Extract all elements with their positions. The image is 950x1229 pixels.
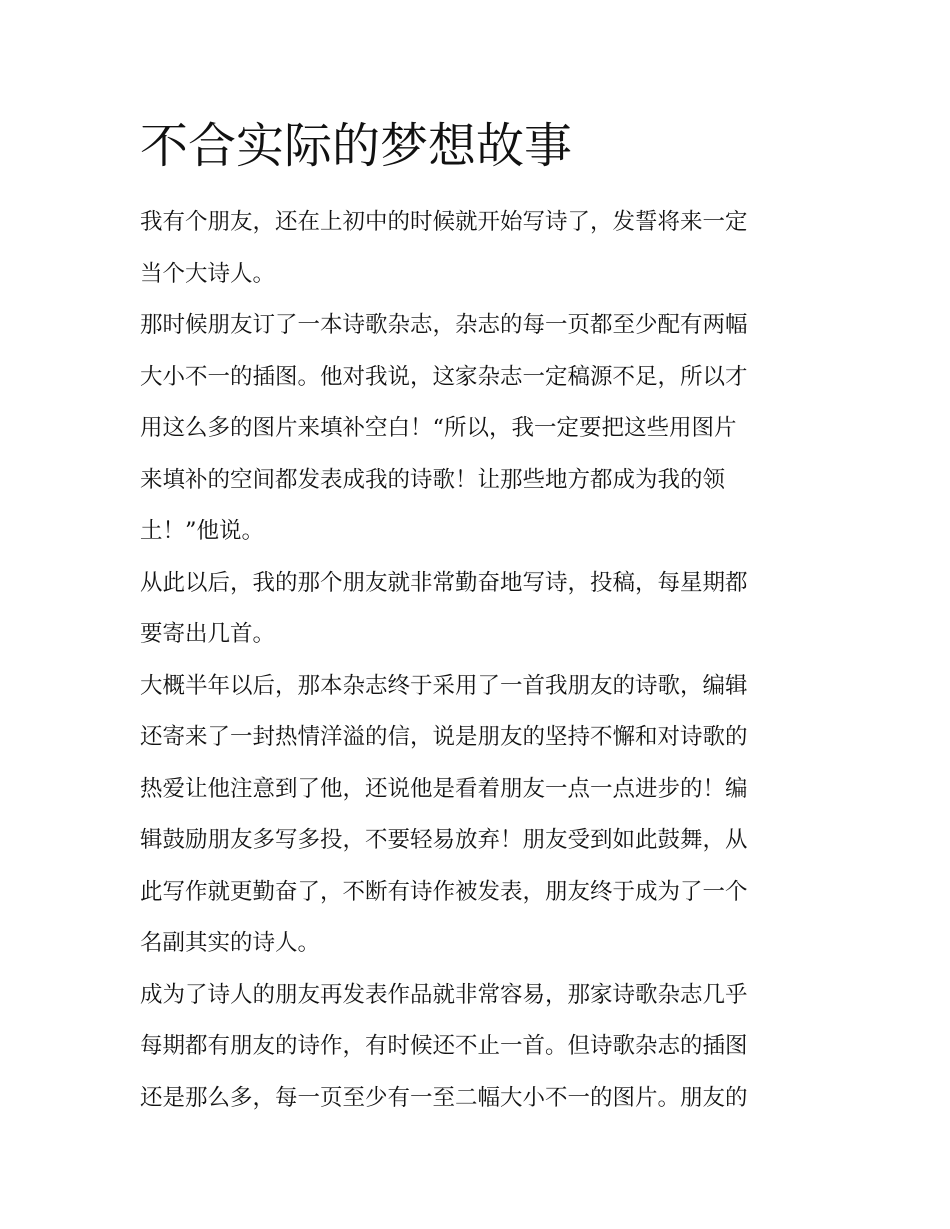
- text-line: 还是那么多，每一页至少有一至二幅大小不一的图片。朋友的: [140, 1084, 748, 1111]
- paragraph-1: [140, 197, 820, 300]
- text-line: 那时候朋友订了一本诗歌杂志，杂志的每一页都至少配有两幅: [140, 312, 748, 338]
- text-line: 来填补的空间都发表成我的诗歌！让那些地方都成为我的领: [140, 466, 726, 493]
- text-line: 我有个朋友，还在上初中的时候就开始写诗了，发誓将来一定: [140, 209, 748, 235]
- text-line: 要寄出几首。: [140, 621, 276, 647]
- paragraph-5: [140, 970, 820, 1125]
- document-title: 不合实际的梦想故事: [140, 118, 573, 174]
- text-line: 从此以后，我的那个朋友就非常勤奋地写诗，投稿，每星期都: [140, 569, 748, 596]
- paragraph-2: [140, 300, 820, 558]
- text-line: 大概半年以后，那本杂志终于采用了一首我朋友的诗歌，编辑: [140, 672, 748, 699]
- paragraph-4: [140, 661, 820, 970]
- text-line: 当个大诗人。: [140, 260, 276, 287]
- text-line: 热爱让他注意到了他，还说他是看着朋友一点一点进步的！编: [140, 775, 748, 802]
- text-line: 辑鼓励朋友多写多投，不要轻易放弃！朋友受到如此鼓舞，从: [140, 827, 748, 853]
- paragraph-3: [140, 558, 820, 661]
- text-line: 此写作就更勤奋了，不断有诗作被发表，朋友终于成为了一个: [140, 878, 748, 905]
- text-line: 用这么多的图片来填补空白！“所以，我一定要把这些用图片: [140, 415, 737, 441]
- text-line: 每期都有朋友的诗作，有时候还不止一首。但诗歌杂志的插图: [140, 1033, 748, 1059]
- text-line: 成为了诗人的朋友再发表作品就非常容易，那家诗歌杂志几乎: [140, 981, 748, 1008]
- text-line: 名副其实的诗人。: [140, 930, 321, 956]
- text-line: 还寄来了一封热情洋溢的信，说是朋友的坚持不懈和对诗歌的: [140, 724, 748, 750]
- text-line: 土！”他说。: [140, 518, 265, 544]
- text-line: 大小不一的插图。他对我说，这家杂志一定稿源不足，所以才: [140, 363, 748, 390]
- document-body: [140, 197, 820, 1124]
